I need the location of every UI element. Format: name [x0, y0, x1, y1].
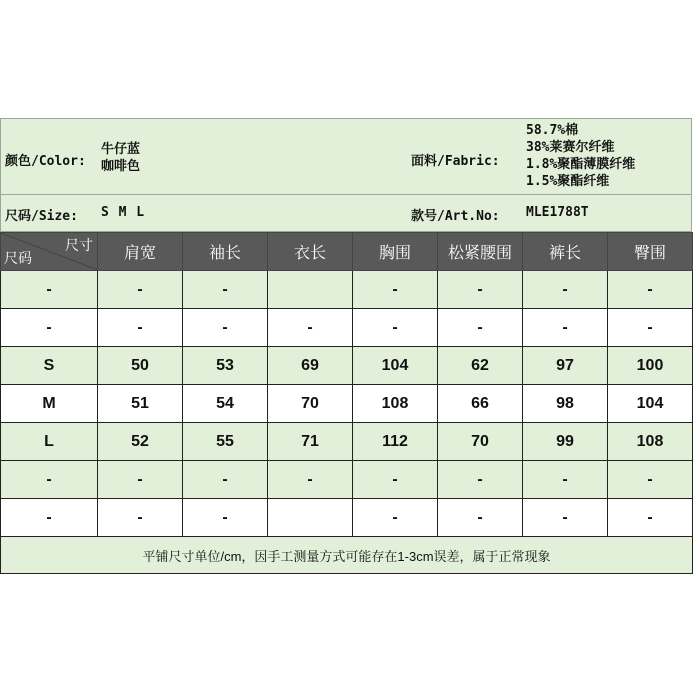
color-label: 颜色/Color: — [5, 154, 86, 169]
fabric-values — [526, 122, 635, 190]
table-cell: 62 — [438, 347, 523, 385]
table-cell: 51 — [98, 385, 183, 423]
column-header: 袖长 — [183, 233, 268, 271]
table-cell: L — [1, 423, 98, 461]
table-cell — [268, 271, 353, 309]
table-cell: - — [98, 309, 183, 347]
color-value: 牛仔蓝 — [101, 142, 141, 157]
table-cell: - — [438, 461, 523, 499]
product-info-panel — [0, 118, 692, 195]
table-row — [1, 271, 693, 309]
table-cell: 108 — [353, 385, 438, 423]
table-cell: - — [523, 499, 608, 537]
size-values: S M L — [101, 205, 145, 220]
fabric-value: 1.8%聚酯薄膜纤维 — [526, 157, 636, 172]
fabric-value: 1.5%聚酯纤维 — [526, 174, 610, 189]
table-cell: 54 — [183, 385, 268, 423]
fabric-value: 58.7%棉 — [526, 123, 579, 138]
table-header-row — [1, 233, 693, 271]
table-cell: 97 — [523, 347, 608, 385]
table-row — [1, 347, 693, 385]
table-cell: - — [183, 271, 268, 309]
table-cell: - — [98, 461, 183, 499]
fabric-label: 面料/Fabric: — [411, 154, 500, 169]
table-cell: - — [438, 309, 523, 347]
table-cell: - — [353, 461, 438, 499]
measurement-table — [0, 232, 693, 574]
corner-bottom-label: 尺码 — [4, 250, 32, 266]
table-cell: - — [523, 309, 608, 347]
table-cell: - — [183, 309, 268, 347]
table-row — [1, 461, 693, 499]
table-row — [1, 423, 693, 461]
table-cell: 55 — [183, 423, 268, 461]
art-label: 款号/Art.No: — [411, 209, 500, 224]
table-cell: 99 — [523, 423, 608, 461]
size-info-panel — [0, 195, 692, 232]
table-cell: 70 — [268, 385, 353, 423]
column-header: 裤长 — [523, 233, 608, 271]
table-cell: 108 — [608, 423, 693, 461]
corner-header — [1, 233, 98, 271]
table-cell: - — [183, 499, 268, 537]
corner-top-label: 尺寸 — [65, 237, 93, 253]
table-cell: M — [1, 385, 98, 423]
table-cell: 104 — [353, 347, 438, 385]
table-cell: - — [608, 309, 693, 347]
table-row — [1, 309, 693, 347]
table-cell — [268, 499, 353, 537]
table-cell: - — [268, 309, 353, 347]
table-cell: 50 — [98, 347, 183, 385]
table-cell: - — [523, 461, 608, 499]
table-cell: - — [353, 271, 438, 309]
column-header: 衣长 — [268, 233, 353, 271]
color-values — [101, 141, 140, 175]
column-header: 松紧腰围 — [438, 233, 523, 271]
table-cell: 104 — [608, 385, 693, 423]
table-cell: 52 — [98, 423, 183, 461]
table-cell: 53 — [183, 347, 268, 385]
table-cell: - — [438, 271, 523, 309]
table-cell: - — [608, 499, 693, 537]
table-cell: S — [1, 347, 98, 385]
table-cell: - — [438, 499, 523, 537]
table-cell: 100 — [608, 347, 693, 385]
table-cell: - — [98, 499, 183, 537]
column-header: 臀围 — [608, 233, 693, 271]
fabric-value: 38%莱赛尔纤维 — [526, 140, 615, 155]
table-cell: - — [523, 271, 608, 309]
size-label: 尺码/Size: — [5, 209, 78, 224]
measurement-footnote: 平铺尺寸单位/cm，因手工测量方式可能存在1-3cm误差，属于正常现象 — [1, 537, 693, 574]
table-cell: 98 — [523, 385, 608, 423]
table-cell: - — [268, 461, 353, 499]
color-value: 咖啡色 — [101, 159, 141, 174]
size-chart — [0, 118, 692, 574]
table-cell: 69 — [268, 347, 353, 385]
table-cell: - — [1, 309, 98, 347]
table-cell: - — [1, 499, 98, 537]
table-cell: - — [183, 461, 268, 499]
table-cell: 66 — [438, 385, 523, 423]
table-cell: - — [98, 271, 183, 309]
table-cell: - — [353, 309, 438, 347]
table-cell: - — [353, 499, 438, 537]
table-row — [1, 385, 693, 423]
table-cell: 70 — [438, 423, 523, 461]
table-cell: 112 — [353, 423, 438, 461]
column-header: 胸围 — [353, 233, 438, 271]
table-cell: 71 — [268, 423, 353, 461]
table-cell: - — [608, 461, 693, 499]
column-header: 肩宽 — [98, 233, 183, 271]
table-cell: - — [608, 271, 693, 309]
art-value: MLE1788T — [526, 205, 589, 220]
table-row — [1, 499, 693, 537]
table-cell: - — [1, 271, 98, 309]
table-cell: - — [1, 461, 98, 499]
